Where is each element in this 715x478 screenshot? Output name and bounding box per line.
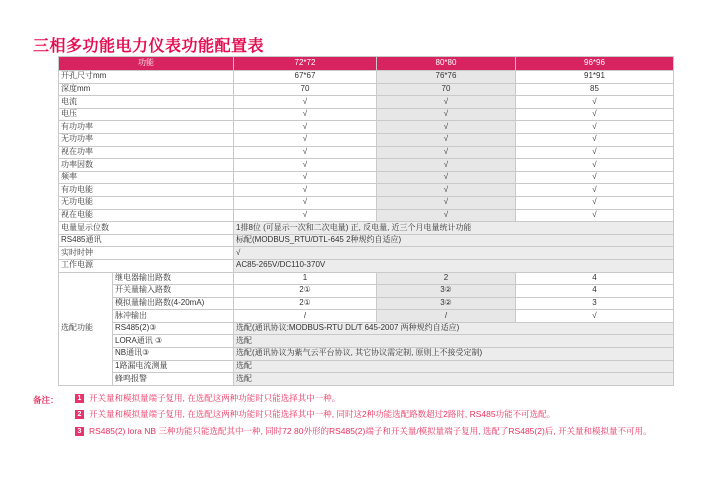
table-body [59, 71, 674, 386]
cell-value: √ [516, 196, 674, 209]
table-row [59, 121, 674, 134]
header-col-96x96: 96*96 [516, 57, 674, 71]
cell-value: 4 [516, 285, 674, 298]
cell-value: √ [377, 96, 516, 109]
table-row [59, 234, 674, 247]
row-label: 实时时钟 [59, 247, 234, 260]
note-item [75, 426, 693, 437]
cell-value: √ [377, 121, 516, 134]
note-number-badge: 3 [75, 427, 84, 436]
cell-value: √ [377, 133, 516, 146]
table-row [59, 322, 674, 335]
cell-value: √ [234, 121, 377, 134]
cell-value: √ [234, 209, 377, 222]
row-label: RS485通讯 [59, 234, 234, 247]
row-label: 无功电能 [59, 196, 234, 209]
cell-value: 3② [377, 297, 516, 310]
table-row [59, 209, 674, 222]
row-label: 无功功率 [59, 133, 234, 146]
cell-value: √ [377, 209, 516, 222]
row-label: 开孔尺寸mm [59, 71, 234, 84]
table-row [59, 133, 674, 146]
note-number-badge: 1 [75, 394, 84, 403]
row-label: 蜂鸣报警 [113, 373, 234, 386]
cell-value: / [234, 310, 377, 323]
row-label: 频率 [59, 171, 234, 184]
note-text: 开关量和模拟量端子复用, 在选配这两种功能时只能选择其中一种。 [89, 393, 341, 403]
table-row [59, 108, 674, 121]
row-label: 工作电源 [59, 259, 234, 272]
header-col-80x80: 80*80 [377, 57, 516, 71]
table-row [59, 285, 674, 298]
notes-list [75, 393, 693, 442]
page-title: 三相多功能电力仪表功能配置表 [33, 38, 265, 55]
table-row [59, 171, 674, 184]
table-row [59, 159, 674, 172]
cell-value: √ [516, 121, 674, 134]
cell-value: √ [234, 184, 377, 197]
table-row [59, 247, 674, 260]
row-label: RS485(2)③ [113, 322, 234, 335]
cell-value: √ [234, 108, 377, 121]
row-label: 有功功率 [59, 121, 234, 134]
cell-value: √ [377, 159, 516, 172]
table-row [59, 259, 674, 272]
cell-value: √ [377, 196, 516, 209]
row-label: NB通讯③ [113, 348, 234, 361]
cell-value: √ [234, 159, 377, 172]
row-label: 开关量输入路数 [113, 285, 234, 298]
table-row [59, 310, 674, 323]
cell-value: √ [516, 310, 674, 323]
cell-value: 2① [234, 297, 377, 310]
row-span-value: 选配(通讯协议:MODBUS-RTU DL/T 645-2007 两种规约自适应) [234, 322, 674, 335]
cell-value: 70 [234, 83, 377, 96]
row-span-value: 选配 [234, 335, 674, 348]
cell-value: √ [234, 146, 377, 159]
cell-value: / [377, 310, 516, 323]
cell-value: √ [377, 184, 516, 197]
row-span-value: 选配 [234, 373, 674, 386]
cell-value: √ [516, 171, 674, 184]
note-text: 开关量和模拟量端子复用, 在选配这两种功能时只能选择其中一种, 同时这2种功能选配路数超过2路时, RS485功能不可选配。 [89, 409, 556, 420]
cell-value: 1 [234, 272, 377, 285]
row-label: 深度mm [59, 83, 234, 96]
note-text: RS485(2) lora NB 三种功能只能选配其中一种, 同时72 80外形的RS485(2)端子和开关量/模拟量端子复用, 选配了RS485(2)后, 开关量和模拟量不可用。 [89, 425, 652, 436]
header-col-72x72: 72*72 [234, 57, 377, 71]
row-span-value: 标配(MODBUS_RTU/DTL-645 2种规约自适应) [234, 234, 674, 247]
cell-value: √ [377, 108, 516, 121]
spec-table [58, 56, 674, 386]
cell-value: 4 [516, 272, 674, 285]
cell-value: √ [516, 133, 674, 146]
cell-value: √ [234, 96, 377, 109]
cell-value: 3② [377, 285, 516, 298]
row-label: 视在功率 [59, 146, 234, 159]
cell-value: √ [377, 146, 516, 159]
row-label: 视在电能 [59, 209, 234, 222]
row-label: LORA通讯 ③ [113, 335, 234, 348]
row-label: 电压 [59, 108, 234, 121]
cell-value: 70 [377, 83, 516, 96]
cell-value: √ [377, 171, 516, 184]
cell-value: √ [234, 196, 377, 209]
cell-value: √ [516, 146, 674, 159]
note-number-badge: 2 [75, 410, 84, 419]
notes-label: 备注： [33, 395, 59, 405]
cell-value: 91*91 [516, 71, 674, 84]
cell-value: 2① [234, 285, 377, 298]
table-row [59, 184, 674, 197]
cell-value: √ [516, 108, 674, 121]
row-label: 功率因数 [59, 159, 234, 172]
row-span-value: 1排8位 (可显示一次和二次电量) 正, 反电量, 近三个月电量统计功能 [234, 222, 674, 235]
row-label: 继电器输出路数 [113, 272, 234, 285]
cell-value: 2 [377, 272, 516, 285]
cell-value: 85 [516, 83, 674, 96]
cell-value: √ [234, 133, 377, 146]
row-span-value: 选配(通讯协议为紫气云平台协议, 其它协议需定制, 原则上不接受定制) [234, 348, 674, 361]
table-row [59, 272, 674, 285]
cell-value: √ [234, 171, 377, 184]
row-span-value: AC85-265V/DC110-370V [234, 259, 674, 272]
table-row [59, 71, 674, 84]
note-item [75, 409, 693, 420]
table-row [59, 196, 674, 209]
table-row [59, 297, 674, 310]
cell-value: √ [516, 159, 674, 172]
note-item [75, 393, 693, 404]
row-label: 电流 [59, 96, 234, 109]
table-row [59, 222, 674, 235]
row-span-value: √ [234, 247, 674, 260]
table-row [59, 348, 674, 361]
cell-value: √ [516, 96, 674, 109]
table-row [59, 360, 674, 373]
row-label: 1路漏电流测量 [113, 360, 234, 373]
cell-value: 3 [516, 297, 674, 310]
table-row [59, 83, 674, 96]
table-row [59, 335, 674, 348]
cell-value: 67*67 [234, 71, 377, 84]
row-label: 模拟量输出路数(4-20mA) [113, 297, 234, 310]
cell-value: √ [516, 209, 674, 222]
row-span-value: 选配 [234, 360, 674, 373]
table-row [59, 146, 674, 159]
optional-group-label: 选配功能 [59, 272, 113, 385]
table-row [59, 96, 674, 109]
row-label: 电量显示位数 [59, 222, 234, 235]
table-row [59, 373, 674, 386]
cell-value: √ [516, 184, 674, 197]
row-label: 有功电能 [59, 184, 234, 197]
table-header-row [59, 57, 674, 71]
row-label: 脉冲输出 [113, 310, 234, 323]
cell-value: 76*76 [377, 71, 516, 84]
header-function: 功能 [59, 57, 234, 71]
